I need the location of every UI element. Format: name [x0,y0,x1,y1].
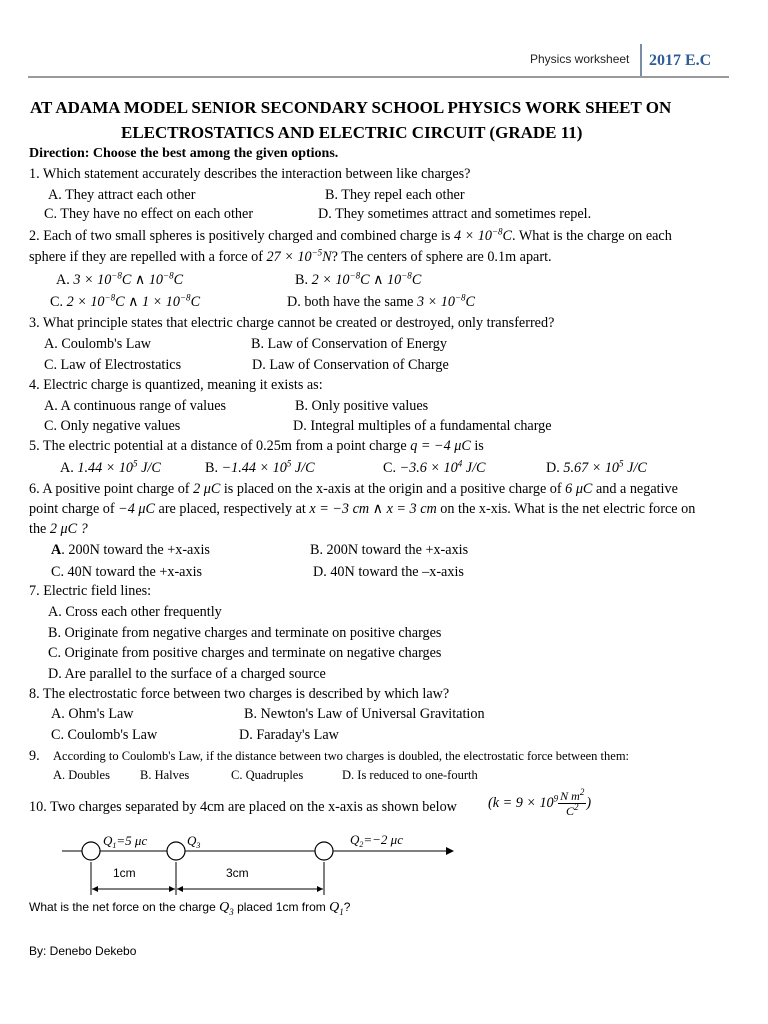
q8-option-b: B. Newton's Law of Universal Gravitation [244,706,485,722]
q9-option-b: B. Halves [140,768,190,782]
q3-option-b: B. Law of Conservation of Energy [251,336,447,352]
q3-option-d: D. Law of Conservation of Charge [252,357,449,373]
q5-option-a: A. $1.44 \times 10^5$ J/C [60,458,161,476]
q5-option-b: B. $-1.44 \times 10^5$ J/C [205,458,315,476]
q1-option-b: B. They repel each other [325,187,465,203]
q3-stem: 3. What principle states that electric charge cannot be created or destroyed, only transferred? [29,315,555,331]
q7-option-c: C. Originate from positive charges and terminate on negative charges [48,645,442,661]
q6-option-a: A. 200N toward the +x-axis [51,542,210,558]
q4-option-a: A. A continuous range of values [44,398,227,414]
q4-option-c: C. Only negative values [44,418,181,434]
q2-stem-line-1: 2. Each of two small spheres is positively charged and combined charge is $4 \times 10^{-8}C$. What is the charge on each [29,226,672,244]
author: By: Denebo Dekebo [29,944,137,958]
q9-option-c: C. Quadruples [231,768,304,782]
q6-stem-line-3: the 2 μC ? [29,521,88,537]
q5-stem: 5. The electric potential at a distance of 0.25m from a point charge q = −4 μC is [29,438,484,454]
q10-stem: 10. Two charges separated by 4cm are placed on the x-axis as shown below [29,799,457,815]
q7-option-d: D. Are parallel to the surface of a charged source [48,666,326,682]
q7-stem: 7. Electric field lines: [29,583,152,599]
q6-option-b: B. 200N toward the +x-axis [310,542,469,558]
q5-option-d: D. $5.67 \times 10^5$ J/C [546,458,647,476]
direction: Direction: Choose the best among the given options. [29,146,339,161]
q7-option-a: A. Cross each other frequently [48,604,222,620]
dim-arrow-icon [92,886,98,892]
q10-question: What is the net force on the charge $Q_3$ placed 1cm from $Q_1$? [29,900,351,917]
q8-option-d: D. Faraday's Law [239,727,339,743]
q6-stem-line-2: point charge of −4 μC are placed, respectively at x = −3 cm ∧ x = 3 cm on the x-xis. What is the net electric force on [29,501,696,517]
header-rule [28,76,729,78]
q8-option-a: A. Ohm's Law [51,706,134,722]
charge-q3 [167,842,185,860]
header-divider [640,44,642,78]
title-line-2: ELECTROSTATICS AND ELECTRIC CIRCUIT (GRADE 11) [121,123,583,142]
coulomb-constant: ($k = 9 \times 10^9$ $\frac{N m^2}{C^2}$ ) [488,787,592,818]
q6-option-d: D. 40N toward the –x-axis [313,564,464,580]
worksheet-label: Physics worksheet [530,52,630,66]
charge-q2 [315,842,333,860]
q2-option-a: A. $3 \times 10^{-8}C$ ∧ $10^{-8}C$ [56,270,184,288]
charge-diagram [40,820,480,900]
q2-label: $Q_2=-2$ μc [350,832,403,849]
title-line-1: AT ADAMA MODEL SENIOR SECONDARY SCHOOL PHYSICS WORK SHEET ON [30,98,672,117]
q9-option-d: D. Is reduced to one-fourth [342,768,478,782]
q7-option-b: B. Originate from negative charges and terminate on positive charges [48,625,442,641]
q9-number: 9. [29,748,40,764]
q6-stem-line-1: 6. A positive point charge of 2 μC is placed on the x-axis at the origin and a positive charge of 6 μC and a negative [29,481,678,497]
axis-arrow-icon [446,847,454,855]
q3-label: $Q_3$ [187,833,201,850]
q6-option-c: C. 40N toward the +x-axis [51,564,203,580]
q2-option-d: D. both have the same $3 \times 10^{-8}C$ [287,292,476,310]
charge-q1 [82,842,100,860]
q1-stem: 1. Which statement accurately describes the interaction between like charges? [29,166,471,182]
q4-option-b: B. Only positive values [295,398,429,414]
q2-option-c: C. $2 \times 10^{-8}C$ ∧ $1 \times 10^{-8}C$ [50,292,201,310]
q1-option-a: A. They attract each other [48,187,196,203]
q5-option-c: C. $-3.6 \times 10^4$ J/C [383,458,486,476]
distance-label-3cm: 3cm [226,866,249,880]
dim-arrow-icon [317,886,323,892]
dim-arrow-icon [169,886,175,892]
q1-option-c: C. They have no effect on each other [44,206,254,222]
q4-option-d: D. Integral multiples of a fundamental charge [293,418,552,434]
q1-option-d: D. They sometimes attract and sometimes repel. [318,206,592,222]
distance-label-1cm: 1cm [113,866,136,880]
q2-option-b: B. $2 \times 10^{-8}C$ ∧ $10^{-8}C$ [295,270,422,288]
q8-option-c: C. Coulomb's Law [51,727,158,743]
q1-label: $Q_1=5$ μc [103,833,148,850]
q3-option-c: C. Law of Electrostatics [44,357,182,373]
q8-stem: 8. The electrostatic force between two charges is described by which law? [29,686,450,702]
q3-option-a: A. Coulomb's Law [44,336,151,352]
q4-stem: 4. Electric charge is quantized, meaning it exists as: [29,377,323,393]
q9-option-a: A. Doubles [53,768,110,782]
year-label: 2017 E.C [649,52,712,69]
dim-arrow-icon [177,886,183,892]
q9-stem: According to Coulomb's Law, if the distance between two charges is doubled, the electrostatic force between them: [53,749,630,763]
q2-stem-line-2: sphere if they are repelled with a force of $27 \times 10^{-5}N$? The centers of sphere are 0.1m apart. [29,247,552,265]
